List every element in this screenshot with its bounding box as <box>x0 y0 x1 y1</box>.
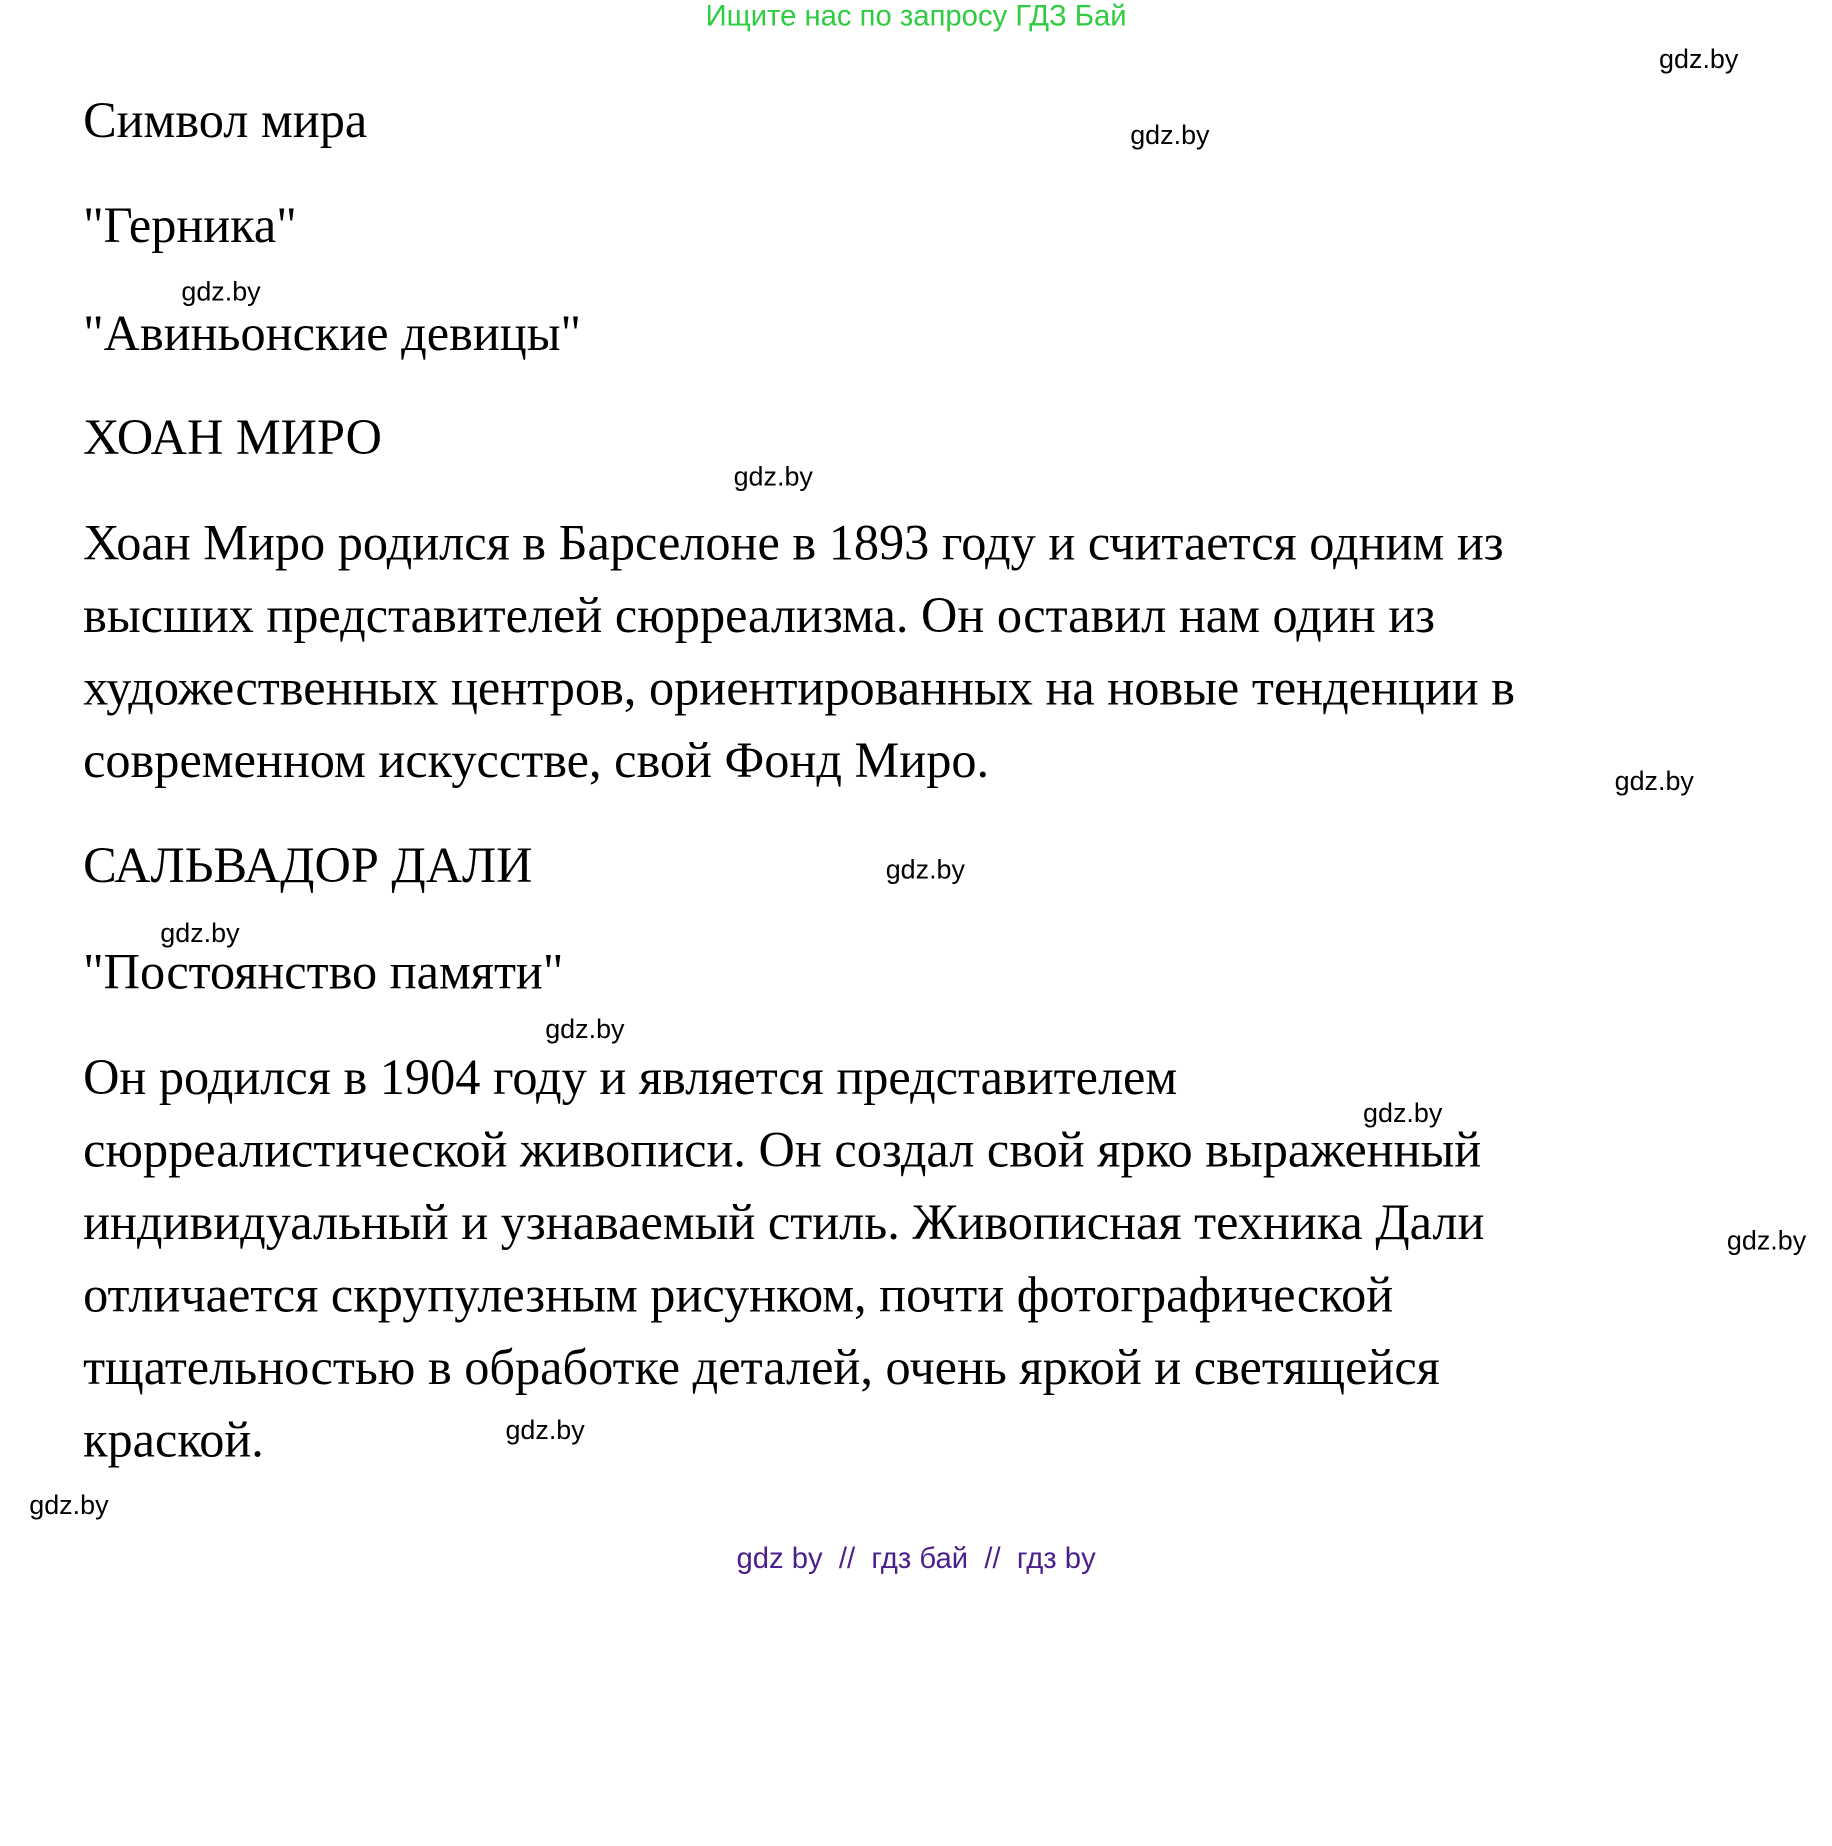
dali-line: индивидуальный и узнаваемый стиль. Живописная техника Дали <box>83 1195 1485 1251</box>
watermark: gdz.by <box>1614 765 1694 796</box>
watermark: gdz.by <box>181 276 261 307</box>
search-banner: Ищите нас по запросу ГДЗ Бай <box>705 0 1127 33</box>
miro-line: высших представителей сюрреализма. Он оставил нам один из <box>83 588 1436 644</box>
title-guernica: "Герника" <box>83 198 297 254</box>
miro-line: Хоан Миро родился в Барселоне в 1893 году и считается одним из <box>83 515 1504 571</box>
watermark: gdz.by <box>1726 1224 1807 1256</box>
heading-joan-miro: ХОАН МИРО <box>83 410 382 466</box>
miro-line: художественных центров, ориентированных на новые тенденции в <box>83 661 1516 717</box>
watermark: gdz.by <box>545 1013 625 1044</box>
footer-links: gdz by // гдз бай // гдз by <box>736 1542 1096 1575</box>
watermark: gdz.by <box>1363 1097 1443 1128</box>
dali-paragraph <box>83 1042 1484 1477</box>
watermark: gdz.by <box>505 1414 585 1445</box>
heading-symbol-of-peace: Символ мира <box>83 93 368 149</box>
title-avignon: "Авиньонские девицы" <box>83 306 582 362</box>
watermark: gdz.by <box>1659 43 1739 74</box>
heading-salvador-dali: САЛЬВАДОР ДАЛИ <box>83 838 533 894</box>
dali-line: краской. <box>83 1413 264 1469</box>
title-persistence-of-memory: "Постоянство памяти" <box>83 945 564 1001</box>
dali-line: тщательностью в обработке деталей, очень яркой и светящейся <box>83 1340 1440 1396</box>
watermark: gdz.by <box>885 854 965 885</box>
watermark: gdz.by <box>160 917 240 948</box>
watermark: gdz.by <box>29 1489 109 1520</box>
dali-line: сюрреалистической живописи. Он создал свой ярко выраженный <box>83 1123 1482 1179</box>
miro-paragraph <box>83 508 1515 798</box>
watermark: gdz.by <box>1130 119 1210 150</box>
dali-line: отличается скрупулезным рисунком, почти фотографической <box>83 1268 1394 1324</box>
watermark: gdz.by <box>733 460 813 492</box>
dali-line: Он родился в 1904 году и является представителем <box>83 1050 1178 1106</box>
miro-line: современном искусстве, свой Фонд Миро. <box>83 733 990 789</box>
